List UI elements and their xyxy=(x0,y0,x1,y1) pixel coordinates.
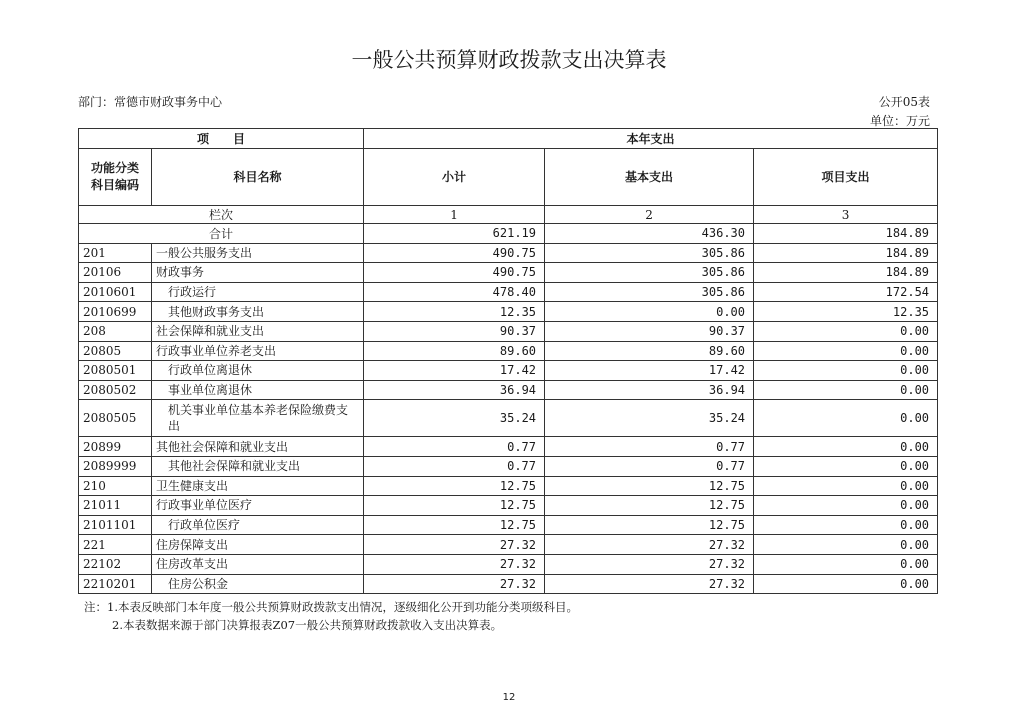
page-number: 12 xyxy=(502,692,516,703)
cell-code: 221 xyxy=(79,535,152,555)
table-row xyxy=(79,321,938,341)
cell-project: 0.00 xyxy=(754,554,938,574)
cell-project: 0.00 xyxy=(754,341,938,361)
cell-subtotal: 0.77 xyxy=(364,456,545,476)
department-label: 部门：常德市财政事务中心 xyxy=(78,95,223,109)
cell-basic: 12.75 xyxy=(545,515,754,535)
cell-project: 0.00 xyxy=(754,361,938,381)
cell-subtotal: 478.40 xyxy=(364,282,545,302)
cell-name: 其他社会保障和就业支出 xyxy=(152,437,364,457)
table-row xyxy=(79,515,938,535)
cell-project: 0.00 xyxy=(754,535,938,555)
cell-name: 行政事业单位医疗 xyxy=(152,496,364,516)
header-func-code xyxy=(79,149,152,206)
cell-name: 行政事业单位养老支出 xyxy=(152,341,364,361)
cell-basic: 305.86 xyxy=(545,263,754,283)
table-row xyxy=(79,456,938,476)
cell-name: 住房保障支出 xyxy=(152,535,364,555)
header-func-code-line: 功能分类 xyxy=(90,161,139,175)
cell-basic: 12.75 xyxy=(545,476,754,496)
cell-basic: 0.77 xyxy=(545,437,754,457)
cell-code: 208 xyxy=(79,321,152,341)
cell-name: 其他社会保障和就业支出 xyxy=(152,456,364,476)
cell-subtotal: 17.42 xyxy=(364,361,545,381)
cell-subtotal: 12.75 xyxy=(364,515,545,535)
cell-code: 201 xyxy=(79,243,152,263)
column-number-3: 3 xyxy=(754,206,938,224)
cell-basic: 27.32 xyxy=(545,574,754,594)
cell-project: 0.00 xyxy=(754,456,938,476)
cell-code: 20899 xyxy=(79,437,152,457)
cell-subtotal: 27.32 xyxy=(364,554,545,574)
cell-basic: 35.24 xyxy=(545,400,754,437)
cell-subtotal: 89.60 xyxy=(364,341,545,361)
header-subtotal: 小计 xyxy=(364,149,545,206)
cell-name: 住房改革支出 xyxy=(152,554,364,574)
table-row xyxy=(79,400,938,437)
cell-subtotal: 27.32 xyxy=(364,574,545,594)
cell-code: 20805 xyxy=(79,341,152,361)
cell-basic: 305.86 xyxy=(545,282,754,302)
cell-name: 行政运行 xyxy=(152,282,364,302)
cell-project: 0.00 xyxy=(754,476,938,496)
cell-code: 20106 xyxy=(79,263,152,283)
table-row xyxy=(79,437,938,457)
cell-basic: 27.32 xyxy=(545,554,754,574)
cell-name: 住房公积金 xyxy=(152,574,364,594)
cell-code: 2210201 xyxy=(79,574,152,594)
table-row xyxy=(79,341,938,361)
cell-code: 2101101 xyxy=(79,515,152,535)
table-row xyxy=(79,380,938,400)
table-row xyxy=(79,535,938,555)
header-project-expense: 项目支出 xyxy=(754,149,938,206)
cell-code: 2089999 xyxy=(79,456,152,476)
cell-project: 0.00 xyxy=(754,515,938,535)
cell-project: 184.89 xyxy=(754,243,938,263)
cell-name: 机关事业单位基本养老保险缴费支出 xyxy=(152,400,364,437)
cell-basic: 90.37 xyxy=(545,321,754,341)
cell-name: 事业单位离退休 xyxy=(152,380,364,400)
cell-code: 2080505 xyxy=(79,400,152,437)
cell-subtotal: 12.75 xyxy=(364,476,545,496)
cell-subtotal: 12.35 xyxy=(364,302,545,322)
cell-code: 2080501 xyxy=(79,361,152,381)
cell-code: 210 xyxy=(79,476,152,496)
cell-subtotal: 0.77 xyxy=(364,437,545,457)
footnotes xyxy=(84,598,578,634)
cell-subtotal: 27.32 xyxy=(364,535,545,555)
table-row xyxy=(79,282,938,302)
cell-basic: 12.75 xyxy=(545,496,754,516)
cell-project: 0.00 xyxy=(754,380,938,400)
cell-code: 2010601 xyxy=(79,282,152,302)
cell-subtotal: 12.75 xyxy=(364,496,545,516)
cell-basic: 0.00 xyxy=(545,302,754,322)
table-row xyxy=(79,476,938,496)
cell-basic: 89.60 xyxy=(545,341,754,361)
cell-subtotal: 36.94 xyxy=(364,380,545,400)
cell-name: 财政事务 xyxy=(152,263,364,283)
footnote-1: 注：1.本表反映部门本年度一般公共预算财政拨款支出情况，逐级细化公开到功能分类项级科目。 xyxy=(84,600,578,614)
table-row xyxy=(79,302,938,322)
header-basic-expense: 基本支出 xyxy=(545,149,754,206)
cell-basic: 27.32 xyxy=(545,535,754,555)
cell-project: 0.00 xyxy=(754,496,938,516)
cell-project: 0.00 xyxy=(754,437,938,457)
table-body xyxy=(79,243,938,594)
total-project: 184.89 xyxy=(754,224,938,244)
header-func-code-line: 科目编码 xyxy=(90,178,139,192)
cell-name: 社会保障和就业支出 xyxy=(152,321,364,341)
cell-name: 行政单位医疗 xyxy=(152,515,364,535)
table-row xyxy=(79,574,938,594)
table-row xyxy=(79,243,938,263)
cell-name: 一般公共服务支出 xyxy=(152,243,364,263)
cell-subtotal: 90.37 xyxy=(364,321,545,341)
total-basic: 436.30 xyxy=(545,224,754,244)
cell-basic: 36.94 xyxy=(545,380,754,400)
cell-code: 2010699 xyxy=(79,302,152,322)
cell-project: 184.89 xyxy=(754,263,938,283)
cell-basic: 305.86 xyxy=(545,243,754,263)
expense-table xyxy=(78,128,938,594)
header-current-year-expense: 本年支出 xyxy=(364,129,938,149)
cell-project: 172.54 xyxy=(754,282,938,302)
page-title: 一般公共预算财政拨款支出决算表 xyxy=(351,48,667,72)
cell-subtotal: 35.24 xyxy=(364,400,545,437)
cell-basic: 0.77 xyxy=(545,456,754,476)
table-row xyxy=(79,496,938,516)
cell-basic: 17.42 xyxy=(545,361,754,381)
unit-label: 单位：万元 xyxy=(869,114,930,128)
header-item: 项 目 xyxy=(79,129,364,149)
cell-project: 12.35 xyxy=(754,302,938,322)
cell-name: 行政单位离退休 xyxy=(152,361,364,381)
form-number: 公开05表 xyxy=(878,95,930,109)
cell-subtotal: 490.75 xyxy=(364,263,545,283)
cell-code: 22102 xyxy=(79,554,152,574)
header-subject-name: 科目名称 xyxy=(152,149,364,206)
column-number-1: 1 xyxy=(364,206,545,224)
column-order-label: 栏次 xyxy=(79,206,364,224)
total-subtotal: 621.19 xyxy=(364,224,545,244)
column-number-2: 2 xyxy=(545,206,754,224)
table-row xyxy=(79,361,938,381)
cell-project: 0.00 xyxy=(754,574,938,594)
cell-project: 0.00 xyxy=(754,400,938,437)
cell-name: 卫生健康支出 xyxy=(152,476,364,496)
cell-subtotal: 490.75 xyxy=(364,243,545,263)
cell-code: 2080502 xyxy=(79,380,152,400)
footnote-2: 2.本表数据来源于部门决算报表Z07一般公共预算财政拨款收入支出决算表。 xyxy=(112,618,503,632)
cell-code: 21011 xyxy=(79,496,152,516)
table-row xyxy=(79,554,938,574)
table-row xyxy=(79,263,938,283)
cell-project: 0.00 xyxy=(754,321,938,341)
total-label: 合计 xyxy=(79,224,364,244)
cell-name: 其他财政事务支出 xyxy=(152,302,364,322)
